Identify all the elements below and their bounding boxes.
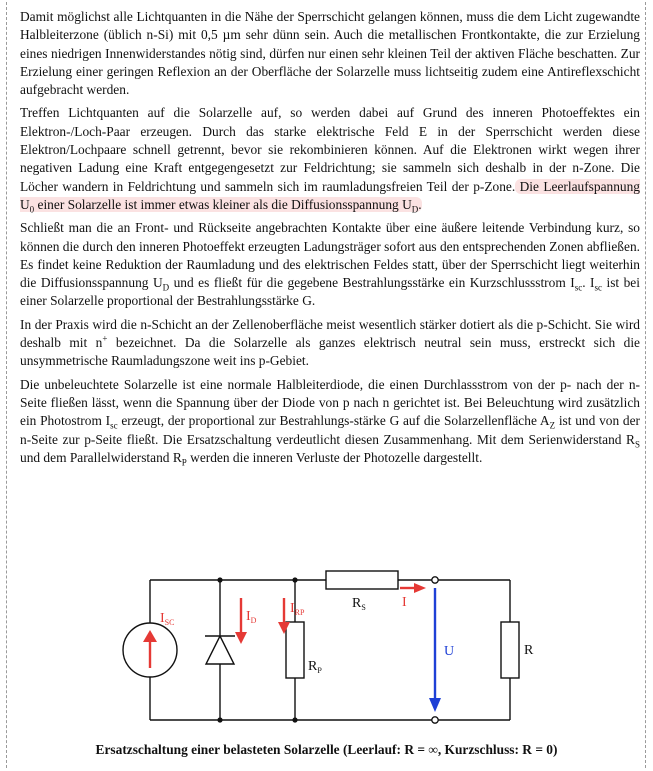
document-body bbox=[20, 8, 640, 472]
p5-sub-b: Z bbox=[549, 420, 556, 431]
p3-b: und es fließt für die gegebene Bestrahlungsstärke ein Kurzschlussstrom I bbox=[169, 275, 575, 291]
junction-dot bbox=[217, 717, 222, 722]
p3-c: . I bbox=[582, 275, 595, 291]
p2-hl-c: . bbox=[418, 196, 422, 212]
junction-dot bbox=[217, 577, 222, 582]
isc-arrow-icon bbox=[143, 630, 157, 642]
irp-arrow-icon bbox=[278, 622, 290, 634]
p5-e: werden die inneren Verluste der Photozelle dargestellt. bbox=[186, 449, 483, 465]
rp-resistor-icon bbox=[286, 622, 304, 678]
diode-icon bbox=[206, 636, 234, 664]
p5-sub-d: P bbox=[181, 457, 187, 468]
isc-label: $I_{SC}$ bbox=[160, 611, 175, 627]
equivalent-circuit-diagram bbox=[110, 560, 550, 740]
p4-b: bezeichnet. Da die Solarzelle als ganzes elektrisch neutral sein muss, erstreckt sich die unsymmetrische Raumladungszone weit ins p-Gebiet. bbox=[20, 335, 640, 369]
p3-d: ist bei einer Solarzelle proportional der Bestrahlungsstärke G. bbox=[20, 275, 640, 309]
p5-b: erzeugt, der proportional zur Bestrahlungs-stärke G auf die Solarzellenfläche A bbox=[117, 413, 550, 429]
p5-d: und dem Parallelwiderstand R bbox=[20, 449, 182, 465]
paragraph-3 bbox=[20, 219, 640, 310]
r-label: R bbox=[524, 643, 534, 658]
p5-sub-c: S bbox=[634, 439, 640, 450]
terminal-bottom bbox=[432, 717, 438, 723]
p3-a: Schließt man die an Front- und Rückseite angebrachten Kontakte über eine äußere leitende Verbindung kurz, so können die durch den inneren Photoeffekt erzeugten Ladungsträger sofort aus den entsprechenden Zonen abfließen. Es findet keine Reduktion der Raumladung und des elektrischen Feldes statt, über der Sperrschicht liegt weiterhin die Diffusionsspannung U bbox=[20, 220, 640, 291]
rp-label: $R_P$ bbox=[308, 659, 322, 675]
p2-hl-a: Die Leerlaufspannung U bbox=[20, 178, 641, 212]
junction-dot bbox=[292, 717, 297, 722]
p5-sub-a: sc bbox=[110, 420, 118, 431]
p3-sub-c: sc bbox=[594, 282, 602, 293]
rs-label: $R_S$ bbox=[352, 596, 366, 612]
paragraph-1: Damit möglichst alle Lichtquanten in die Nähe der Sperrschicht gelangen können, muss die dem Licht zugewandte Halbleiterzone (üblich n-Si) mit 0,5 µm sehr dünn sein. Auch die metallischen Frontkontakte, die zur Erzielung eines niedrigen Innenwiderstandes nötig sind, dürfen nur einen sehr kleinen Teil der aktiven Fläche beschatten. Zur Erzielung einer geringen Reflexion an der Oberfläche der Solarzelle muss lichtseitig zudem eine Antireflexschicht aufgebracht werden. bbox=[20, 9, 640, 98]
u-label: U bbox=[444, 644, 455, 659]
i-label: I bbox=[402, 595, 407, 610]
figure-caption: Ersatzschaltung einer belasteten Solarzelle (Leerlauf: R = ∞, Kurzschluss: R = 0) bbox=[95, 742, 558, 757]
p2-text: Treffen Lichtquanten auf die Solarzelle auf, so werden dabei auf Grund des inneren Photoeffektes ein Elektron-/Loch-Paar erzeugen. Durch das starke elektrische Feld E in der Sperrschicht werden diese Elektron/Lochpaare schnell getrennt, bevor sie rekombinieren können. Auf die Elektronen wirkt wegen ihrer negativen Ladung eine Kraft entgegengesetzt zur Feldrichtung; sie sammeln sich deshalb in der n-Zone. Die Löcher wandern in Feldrichtung und sammeln sich im raumladungsfreien Teil der p-Zone. bbox=[20, 105, 640, 194]
id-label: $I_D$ bbox=[246, 609, 257, 625]
paragraph-4 bbox=[20, 316, 640, 371]
paragraph-2 bbox=[20, 104, 640, 214]
p5-a: Die unbeleuchtete Solarzelle ist eine normale Halbleiterdiode, die einen Durchlassstrom von der p- nach der n-Seite fließen lässt, wenn die Spannung über der Diode von p nach n gerichtet ist. Bei Beleuchtung wird zusätzlich ein Photostrom I bbox=[20, 376, 640, 429]
id-arrow-icon bbox=[235, 632, 247, 644]
p4-sup: + bbox=[102, 333, 108, 344]
p3-sub-a: D bbox=[162, 282, 170, 293]
load-resistor-icon bbox=[501, 622, 519, 678]
p3-sub-b: sc bbox=[574, 282, 583, 293]
p2-sub-ud: D bbox=[411, 204, 419, 215]
terminal-top bbox=[432, 577, 438, 583]
p2-sub-u0: 0 bbox=[29, 204, 35, 215]
paragraph-5 bbox=[20, 376, 640, 467]
junction-dot bbox=[292, 577, 297, 582]
rs-resistor-icon bbox=[326, 571, 398, 589]
p5-c: ist und von der n-Seite zur p-Seite fließt. Die Ersatzschaltung verdeutlicht diesen Zusammenhang. Mit dem Serienwiderstand R bbox=[20, 413, 640, 447]
u-arrow-icon bbox=[429, 698, 441, 712]
p2-hl-b: einer Solarzelle ist immer etwas kleiner als die Diffusionsspannung U bbox=[34, 196, 412, 212]
p4-a: In der Praxis wird die n-Schicht an der Zellenoberfläche meist wesentlich stärker dotiert als die p-Schicht. Sie wird deshalb mit n bbox=[20, 316, 640, 351]
irp-label: $I_{RP}$ bbox=[290, 601, 305, 617]
i-arrow-icon bbox=[414, 583, 426, 593]
